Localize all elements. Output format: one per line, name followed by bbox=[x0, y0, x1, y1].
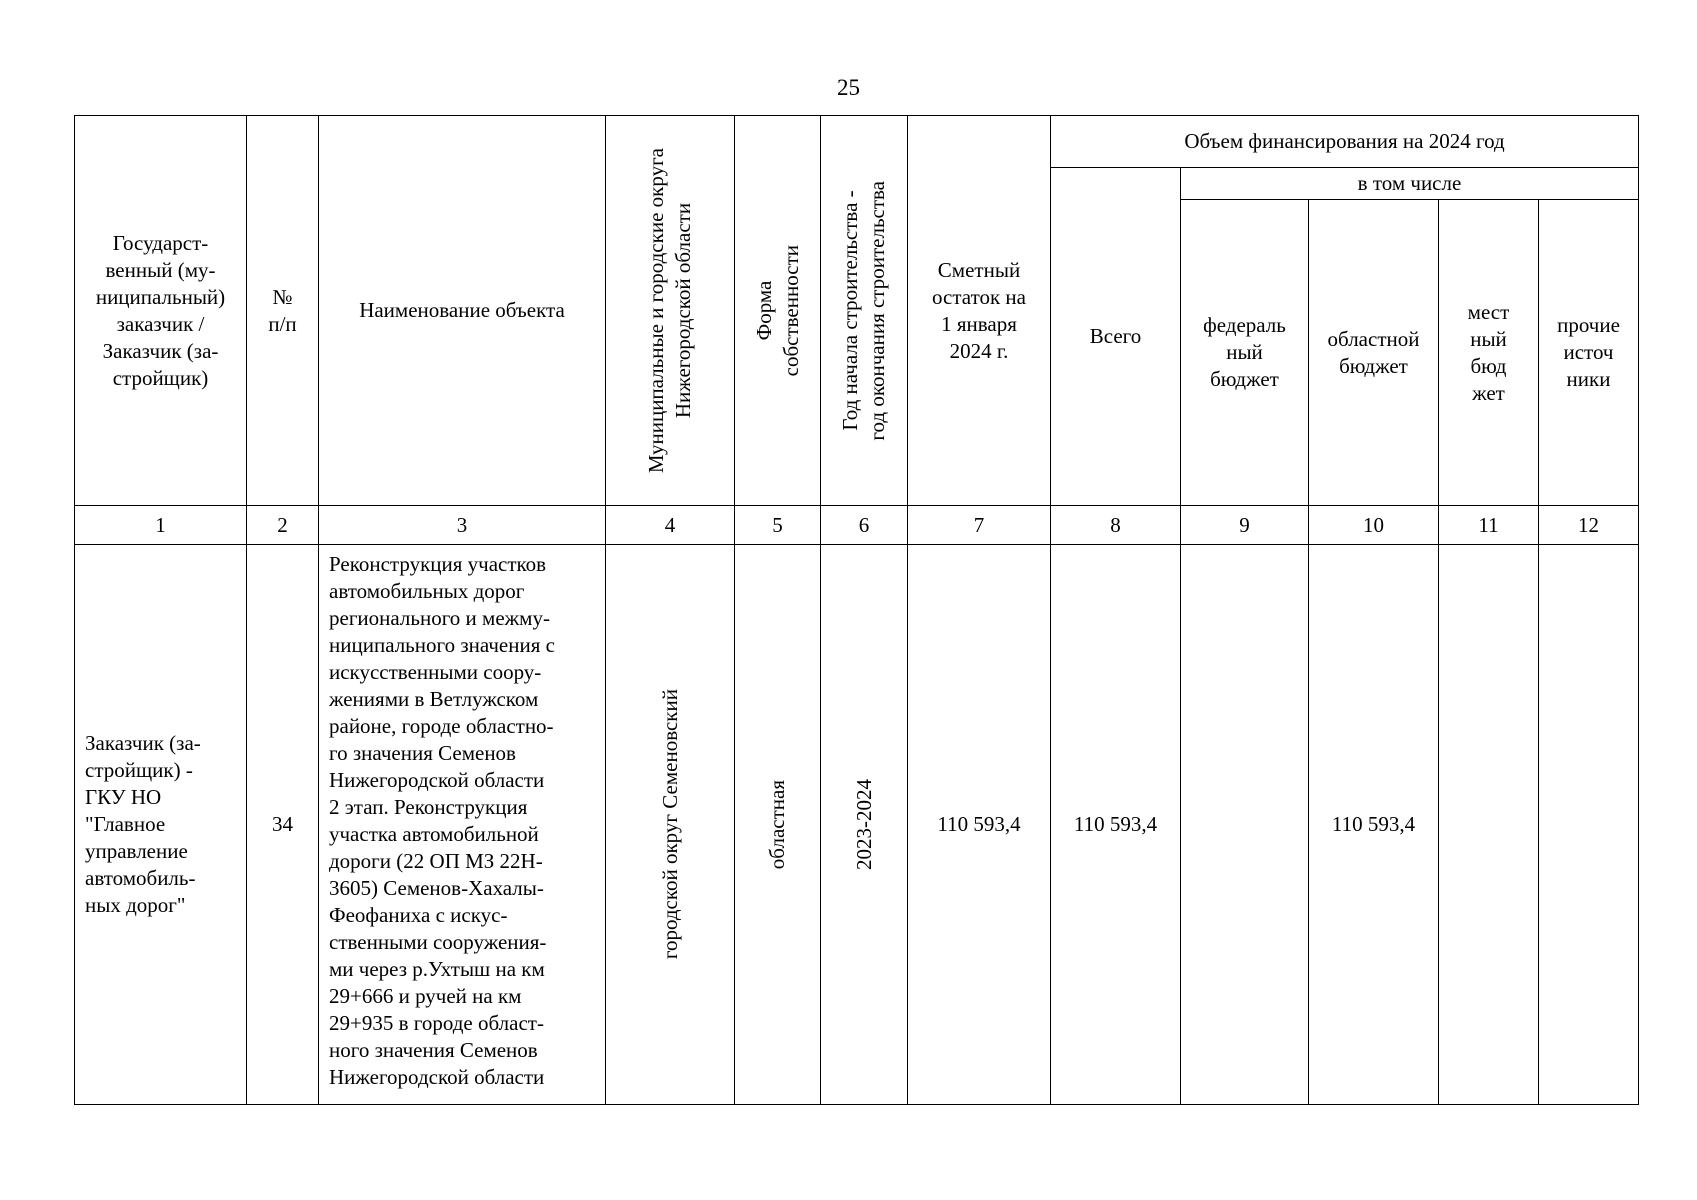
column-number: 2 bbox=[247, 506, 319, 545]
column-number: 11 bbox=[1439, 506, 1539, 545]
cell-other bbox=[1539, 545, 1639, 1105]
column-number: 7 bbox=[908, 506, 1051, 545]
header-local: мест ный бюд жет bbox=[1439, 200, 1539, 506]
cell-years-text: 2023-2024 bbox=[851, 779, 876, 870]
header-federal: федераль ный бюджет bbox=[1181, 200, 1309, 506]
header-including: в том числе bbox=[1181, 168, 1639, 200]
column-number: 8 bbox=[1051, 506, 1181, 545]
column-number: 4 bbox=[606, 506, 735, 545]
header-total: Всего bbox=[1051, 168, 1181, 506]
header-other: прочие источ ники bbox=[1539, 200, 1639, 506]
column-number: 3 bbox=[319, 506, 606, 545]
header-municipality bbox=[606, 116, 735, 506]
column-number-row bbox=[75, 506, 1639, 545]
header-object-name: Наименование объекта bbox=[319, 116, 606, 506]
column-number: 5 bbox=[735, 506, 821, 545]
financing-table bbox=[74, 115, 1639, 1105]
cell-total: 110 593,4 bbox=[1051, 545, 1181, 1105]
header-customer: Государст- венный (му- ниципальный) заказчик / Заказчик (за- стройщик) bbox=[75, 116, 247, 506]
header-years bbox=[821, 116, 908, 506]
cell-municipality bbox=[606, 545, 735, 1105]
header-years-text: Год начала строительства - год окончания строительства bbox=[838, 180, 889, 441]
column-number: 12 bbox=[1539, 506, 1639, 545]
header-financing: Объем финансирования на 2024 год bbox=[1051, 116, 1639, 168]
header-number: № п/п bbox=[247, 116, 319, 506]
cell-federal bbox=[1181, 545, 1309, 1105]
cell-estimate-balance: 110 593,4 bbox=[908, 545, 1051, 1105]
cell-local bbox=[1439, 545, 1539, 1105]
cell-municipality-text: городской округ Семеновский bbox=[657, 689, 682, 960]
column-number: 10 bbox=[1309, 506, 1439, 545]
column-number: 6 bbox=[821, 506, 908, 545]
column-number: 1 bbox=[75, 506, 247, 545]
column-number: 9 bbox=[1181, 506, 1309, 545]
header-estimate-balance: Сметный остаток на 1 января 2024 г. bbox=[908, 116, 1051, 506]
table-row bbox=[75, 545, 1639, 1105]
cell-years bbox=[821, 545, 908, 1105]
cell-object-name: Реконструкция участков автомобильных дорог регионального и межму- ниципального значения с искусственными соору- жениями в Ветлужском районе, городе областно- го значения Семенов Нижегородской области 2 этап. Реконструкция участка автомобильной дороги (22 ОП МЗ 22Н- 3605) Семенов-Хахалы- Феофаниха с искус- ственными сооружения- ми через р.Ухтыш на км 29+666 и ручей на км 29+935 в городе област- ного значения Семенов Нижегородской области bbox=[319, 545, 606, 1105]
page-number: 25 bbox=[837, 75, 860, 100]
cell-regional: 110 593,4 bbox=[1309, 545, 1439, 1105]
header-municipality-text: Муниципальные и городские округа Нижегородской области bbox=[644, 147, 695, 474]
header-ownership-text: Форма собственности bbox=[751, 244, 803, 377]
header-ownership bbox=[735, 116, 821, 506]
cell-ownership bbox=[735, 545, 821, 1105]
cell-ownership-text: областная bbox=[765, 779, 789, 870]
header-regional: областной бюджет bbox=[1309, 200, 1439, 506]
cell-number: 34 bbox=[247, 545, 319, 1105]
cell-customer: Заказчик (за- стройщик) - ГКУ НО "Главное управление автомобиль- ных дорог" bbox=[75, 545, 247, 1105]
